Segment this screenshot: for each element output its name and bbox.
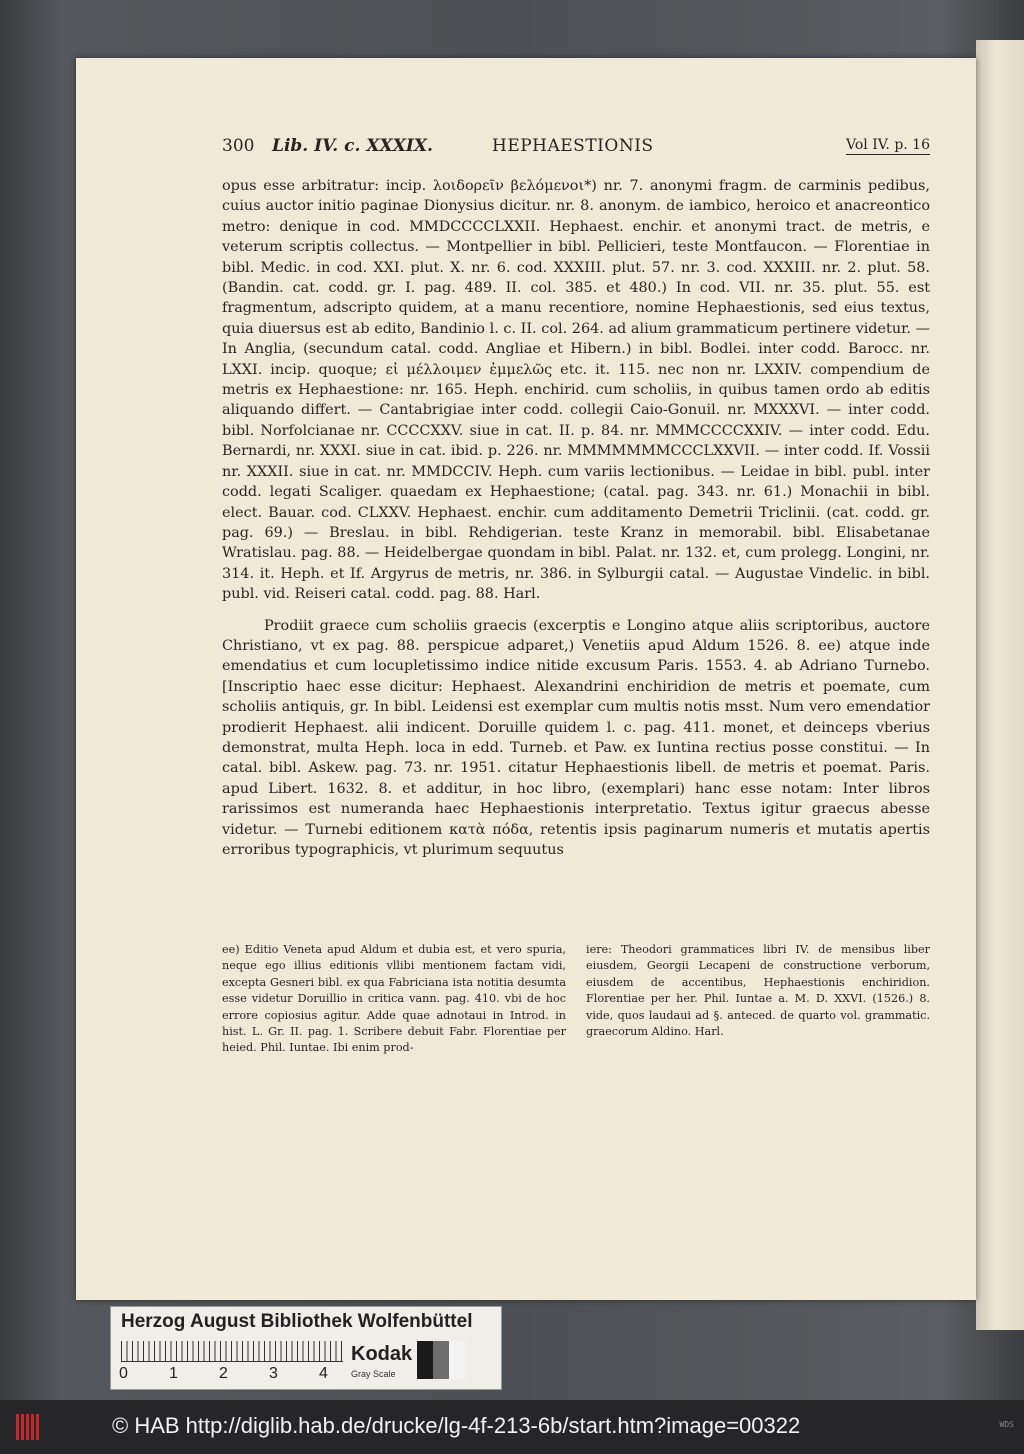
page-number: 300 xyxy=(222,136,255,156)
scale-ruler xyxy=(121,1341,343,1362)
copyright-url[interactable]: © HAB http://diglib.hab.de/drucke/lg-4f-213-6b/start.htm?image=00322 xyxy=(112,1413,801,1438)
paragraph-2: Prodiit graece cum scholiis graecis (excerptis e Longino atque aliis scriptoribus, auctore Christiano, vt ex pag. 88. perspicue adparet,) Venetiis apud Aldum 1526. 8. ee) atque inde emendatius et cum locupletissimo indice nitide excusum Paris. 1553. 4. ab Adriano Turnebo. [Inscriptio haec esse dicitur: Hephaest. Alexandrini enchiridion de metris et poemate, cum scholiis antiquis, gr. In bibl. Leidensi est exemplar cum multis notis msst. Num vero emendatior prodierit Hephaest. alii indicent. Doruille quidem l. c. pag. 411. monet, et deinceps vberius demonstrat, multa Heph. loca in edd. Turneb. et Paw. ex Iuntina rectius posse constitui. — In catal. bibl. Askew. pag. 73. nr. 1951. citatur Hephaestionis libell. de metris et poemat. Paris. apud Libert. 1632. 8. et additur, in hoc libro, (exemplari) hanc esse notam: Inter libros rarissimos est numeranda haec Hephaestionis interpretatio. Textus igitur graecus abesse videtur. — Turnebi editionem κατὰ πόδα, retentis ipsis paginarum numeris et mutatis apertis erroribus typographicis, vt plurimum sequutus xyxy=(222,617,930,858)
color-calibration-chart xyxy=(110,1306,502,1390)
ruler-label-4: 4 xyxy=(319,1365,328,1382)
gray-patches xyxy=(417,1341,465,1379)
adjacent-page-edge xyxy=(976,40,1024,1330)
ruler-label-0: 0 xyxy=(119,1365,128,1382)
gray-patch-light xyxy=(449,1341,465,1379)
gray-scale-label: Gray Scale xyxy=(351,1369,396,1379)
gray-patch-dark xyxy=(417,1341,433,1379)
viewer-footer xyxy=(0,1400,1024,1454)
gray-patch-mid xyxy=(433,1341,449,1379)
ruler-label-3: 3 xyxy=(269,1365,278,1382)
running-title: HEPHAESTIONIS xyxy=(492,136,654,156)
volume-reference: Vol IV. p. 16 xyxy=(846,137,930,153)
paragraph-1: opus esse arbitratur: incip. λοιδορεῖν βελόμενοι*) nr. 7. anonymi fragm. de carminis pedibus, cuius auctor initio paginae Dionysius dicitur. nr. 8. anonym. de iambico, heroico et anacreontico metro: denique in cod. MMDCCCCLXXII. Hephaest. enchir. et anonymi tract. de metris, e veterum scriptis collectus. — Montpellier in bibl. Pellicieri, teste Montfaucon. — Florentiae in bibl. Medic. in cod. XXI. plut. X. nr. 6. cod. XXXIII. plut. 57. nr. 3. cod. XXXIII. nr. 2. plut. 58. (Bandin. cat. codd. gr. I. pag. 489. II. col. 385. et 480.) In cod. VII. nr. 35. plut. 55. est fragmentum, adscripto quidem, at a manu recentiore, nomine Hephaestionis, sed eius textus, quia diuersus est ab edito, Bandinio l. c. II. col. 264. ad alium grammaticum pertinere videtur. — In Anglia, (secundum catal. codd. Angliae et Hibern.) in bibl. Bodlei. inter codd. Barocc. nr. LXXI. incip. quoque; εἰ μέλλοιμεν ἐμμελῶς etc. it. 115. nec non nr. LXXIV. compendium de metris ex Hephaestione: nr. 165. Heph. enchirid. cum scholiis, in quibus tamen ordo ab editis aliquando differt. — Cantabrigiae inter codd. collegii Caio-Gonuil. nr. MXXXVI. — inter codd. bibl. Norfolcianae nr. CCCCXXV. siue in cat. II. p. 84. nr. MMMCCCCXXIV. — inter codd. Edu. Bernardi, nr. XXXI. siue in cat. ibid. p. 226. nr. MMMMMMMCCCLXXVII. — inter codd. If. Vossii nr. XXXII. siue in cat. nr. MMDCCIV. Heph. cum variis lectionibus. — Leidae in bibl. publ. inter codd. legati Scaliger. quaedam ex Hephaestione; (catal. pag. 343. nr. 61.) Monachii in bibl. elect. Bauar. cod. CLXXV. Hephaest. enchir. cum additamento Demetrii Triclinii. (cat. codd. gr. pag. 69.) — Breslau. in bibl. Rehdigerian. teste Kranz in memorabil. bibl. Elisabetanae Wratislau. pag. 88. — Heidelbergae quondam in bibl. Palat. nr. 132. et, cum prolegg. Longini, nr. 314. it. Heph. et If. Argyrus de metris, nr. 386. in Sylburgii catal. — Augustae Vindelic. in bibl. publ. vid. Reiseri catal. codd. pag. 88. Harl. xyxy=(222,178,930,603)
hab-logo-icon xyxy=(16,1414,40,1440)
main-text xyxy=(222,176,930,860)
running-header xyxy=(222,136,930,162)
ruler-label-1: 1 xyxy=(169,1365,178,1382)
kodak-logo: Kodak xyxy=(351,1343,413,1365)
chapter-reference: Lib. IV. c. XXXIX. xyxy=(272,136,433,156)
footnotes xyxy=(222,942,930,1055)
footnote-left-column: ee) Editio Veneta apud Aldum et dubia est, et vero spuria, neque ego illius editionis vllibi mentionem factam vidi, excepta Gesneri bibl. ex qua Fabriciana ista notitia desumta esse videtur Doruillio in critica vann. pag. 410. vbi de hoc errore copiosius agitur. Adde quae adnotaui in Introd. in hist. L. Gr. II. pag. 1. Scribere debuit Fabr. Florentiae per heied. Phil. Iuntae. Ibi enim prod- xyxy=(222,943,566,1055)
ruler-labels xyxy=(119,1365,349,1385)
library-name: Herzog August Bibliothek Wolfenbüttel xyxy=(121,1311,473,1332)
footnote-right-column: iere: Theodori grammatices libri IV. de mensibus liber eiusdem, Georgii Lecapeni de constructione verborum, eiusdem de accentibus, Hephaestionis enchiridion. Florentiae per her. Phil. Iuntae a. M. D. XXVI. (1526.) 8. vide, quos laudaui ad §. anteced. de quarto vol. grammatic. graecorum Aldino. Harl. xyxy=(586,943,930,1039)
footer-mark: WDS xyxy=(999,1420,1014,1429)
ruler-label-2: 2 xyxy=(219,1365,228,1382)
